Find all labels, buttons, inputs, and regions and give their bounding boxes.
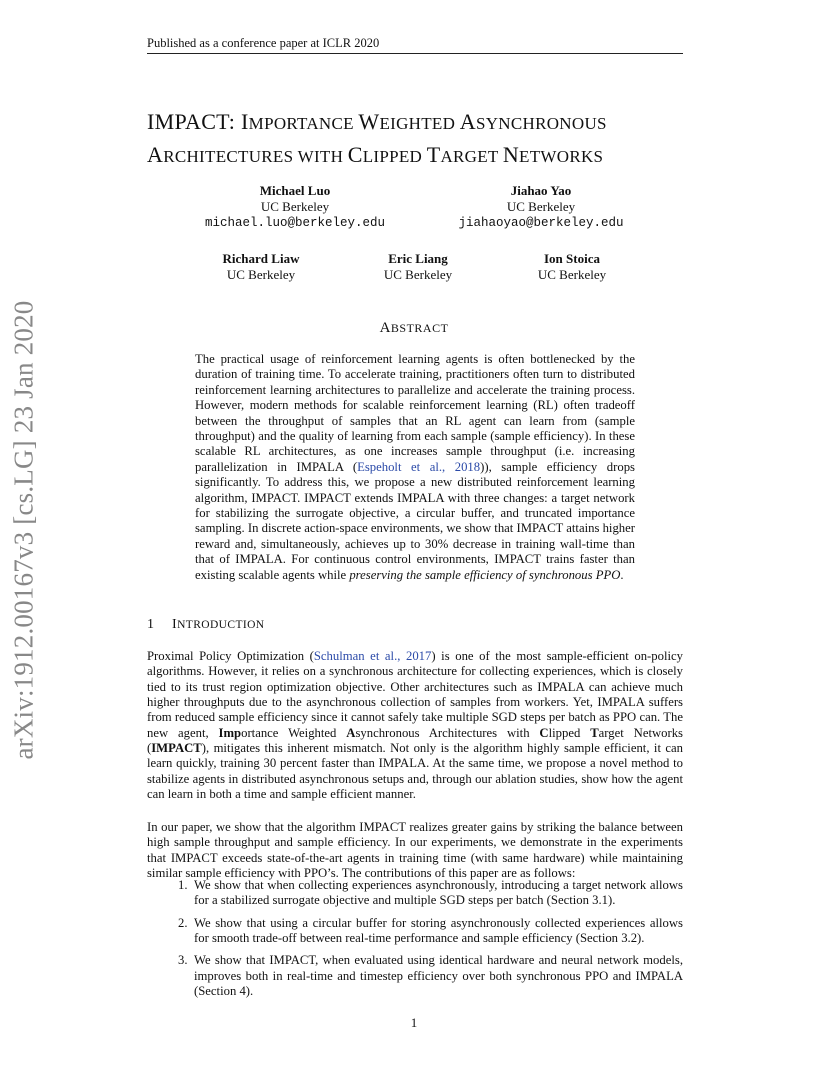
author-affiliation: UC Berkeley xyxy=(506,199,576,214)
abstract-text: The practical usage of reinforcement learning agents is often bottlenecked by the duration of training time. To accelerate training, practitioners often turn to distributed reinforcement learning architectures to parallelize and accelerate the training process. However, modern methods for scalable reinforcement learning (RL) often tradeoff between the throughput of samples that an RL agent can learn from (sample throughput) and the quality of learning from each sample (sample efficiency). In these scalable RL architectures, as one increases sample throughput (i.e. increasing parallelization in IMPALA (Espeholt et al., 2018)), sample efficiency drops significantly. To address this, we propose a new distributed reinforcement learning algorithm, IMPACT. IMPACT extends IMPALA with three changes: a target network for stabilizing the surrogate objective, a circular buffer, and truncated importance sampling. In discrete action-space environments, we show that IMPACT attains higher reward and, simultaneously, achieves up to 30% decrease in training wall-time than that of IMPALA. For continuous control environments, IMPACT trains faster than existing scalable agents while preserving the sample efficiency of synchronous PPO. xyxy=(195,352,635,582)
author-name: Eric Liang xyxy=(388,251,448,266)
title-line-1: IMPACT: IMPORTANCE WEIGHTED ASYNCHRONOUS xyxy=(147,109,607,134)
author-affiliation: UC Berkeley xyxy=(226,267,296,282)
intro-paragraph-2: In our paper, we show that the algorithm IMPACT realizes greater gains by striking the balance between high sample throughput and sample efficiency. In our experiments, we demonstrate in the experiments that IMPACT exceeds state-of-the-art agents in training time (with same hardware) while maintaining similar sample efficiency with PPO’s. The contributions of this paper are as follows: xyxy=(147,820,683,881)
contributions-list xyxy=(176,878,683,1006)
title-line-2: ARCHITECTURES WITH CLIPPED TARGET NETWORKS xyxy=(147,142,604,167)
abstract-heading: ABSTRACT xyxy=(379,320,449,336)
author-block xyxy=(195,183,395,231)
citation-link[interactable]: Espeholt et al., 2018 xyxy=(357,459,481,474)
author-affiliation: UC Berkeley xyxy=(383,267,453,282)
section-heading-introduction: 1 INTRODUCTION xyxy=(147,617,265,632)
list-item: 2. We show that using a circular buffer for storing asynchronously collected experiences allows for smooth trade-off between real-time performance and sample efficiency (Section 3.2). xyxy=(178,915,683,946)
author-name: Richard Liaw xyxy=(222,251,300,266)
running-header: Published as a conference paper at ICLR 2020 xyxy=(147,36,380,50)
author-name: Ion Stoica xyxy=(544,251,600,266)
author-block xyxy=(441,183,641,231)
author-email[interactable]: michael.luo@berkeley.edu xyxy=(204,216,386,230)
author-name: Michael Luo xyxy=(259,183,331,198)
author-affiliation: UC Berkeley xyxy=(260,199,330,214)
citation-link[interactable]: Schulman et al., 2017 xyxy=(313,649,432,663)
arxiv-stamp-text: arXiv:1912.00167v3 [cs.LG] 23 Jan 2020 xyxy=(8,300,39,760)
author-block xyxy=(186,251,336,283)
list-item: 3. We show that IMPACT, when evaluated using identical hardware and neural network models, improves both in real-time and timestep efficiency over both synchronous PPO and IMPALA (Section 4). xyxy=(178,953,683,999)
author-name: Jiahao Yao xyxy=(510,183,572,198)
author-email[interactable]: jiahaoyao@berkeley.edu xyxy=(458,216,624,230)
author-block xyxy=(343,251,493,283)
author-block xyxy=(497,251,647,283)
paper-title xyxy=(147,106,687,172)
header-rule xyxy=(147,53,683,54)
arxiv-stamp xyxy=(4,300,44,760)
intro-paragraph-1: Proximal Policy Optimization (Schulman et al., 2017) is one of the most sample-efficient on-policy algorithms. However, it relies on a synchronous architecture for collecting experiences, which is closely tied to its trust region optimization objective. Other architectures such as IMPALA can achieve much higher throughputs due to the asynchronous collection of samples from workers. Yet, IMPALA suffers from reduced sample efficiency since it cannot safely take multiple SGD steps per batch as PPO can. The new agent, Importance Weighted Asynchronous Architectures with Clipped Target Networks (IMPACT), mitigates this inherent mismatch. Not only is the algorithm highly sample efficient, it can learn quickly, training 30 percent faster than IMPALA. At the same time, we propose a novel method to stabilize agents in distributed asynchronous setups and, through our ablation studies, show how the agent can learn in both a time and sample efficient manner. xyxy=(147,649,683,802)
author-affiliation: UC Berkeley xyxy=(537,267,607,282)
page-number: 1 xyxy=(410,1015,418,1030)
list-item: 1. We show that when collecting experiences asynchronously, introducing a target network allows for a stabilized surrogate objective and multiple SGD steps per batch (Section 3.1). xyxy=(178,878,683,908)
